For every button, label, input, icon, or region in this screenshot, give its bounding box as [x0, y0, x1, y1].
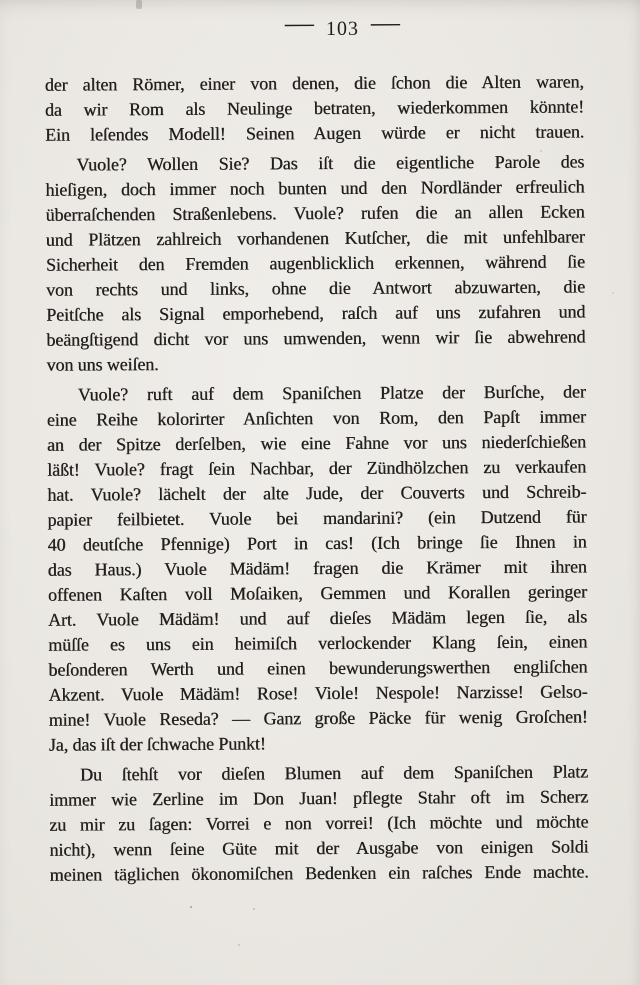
text-line: läßt! Vuole? fragt ſein Nachbar, der Zündhölzchen zu verkaufen — [47, 456, 587, 480]
text-line: papier feilbietet. Vuole bei mandarini? (ein Dutzend für — [47, 506, 587, 530]
text-line: 40 deutſche Pfennige) Port in cas! (Ich bringe ſie Ihnen in — [47, 531, 587, 555]
text-line: nicht), wenn ſeine Güte mit der Ausgabe von einigen Soldi — [49, 836, 589, 860]
paragraph — [47, 379, 588, 757]
paper-speck — [253, 908, 255, 910]
text-line: überraſchenden Straßenlebens. Vuole? rufen die an allen Ecken — [45, 201, 585, 225]
text-line: Vuole? Wollen Sie? Das iſt die eigentliche Parole des — [76, 151, 585, 175]
paragraph — [45, 149, 585, 377]
text-line: von uns weiſen. — [46, 353, 159, 375]
paper-speck — [190, 906, 192, 908]
text-line: mine! Vuole Reseda? — Ganz große Päcke für wenig Groſchen! — [48, 706, 588, 730]
text-line: zu mir zu ſagen: Vorrei e non vorrei! (Ich möchte und möchte — [49, 811, 589, 835]
text-line: Peitſche als Signal emporhebend, raſch auf uns zufahren und — [46, 301, 586, 325]
text-line: müſſe es uns ein heimiſch verlockender Klang ſein, einen — [48, 631, 588, 655]
text-line: der alten Römer, einer von denen, die ſchon die Alten waren, — [44, 71, 584, 95]
text-line: an der Spitze derſelben, wie eine Fahne vor uns niederſchießen — [46, 431, 587, 455]
text-line: hat. Vuole? lächelt der alte Jude, der Couverts und Schreib- — [47, 481, 587, 505]
text-line: von rechts und links, ohne die Antwort abzuwarten, die — [45, 276, 586, 300]
paper-smudge — [136, 0, 142, 9]
text-line: immer wie Zerline im Don Juan! pflegte Stahr oft im Scherz — [49, 786, 589, 810]
paper-speck — [540, 150, 542, 152]
paragraph — [45, 69, 584, 147]
text-line: beſonderen Werth und einen bewunderungswerthen engliſchen — [48, 656, 588, 680]
paper-speck — [612, 292, 614, 294]
text-line: Art. Vuole Mädäm! und auf dieſes Mädäm legen ſie, als — [48, 606, 588, 630]
text-line: eine Reihe kolorirter Anſichten von Rom, den Papſt immer — [46, 406, 586, 430]
text-line: Ja, das iſt der ſchwache Punkt! — [48, 733, 266, 755]
text-line: und Plätzen zahlreich vorhandenen Kutſcher, die mit unfehlbarer — [45, 226, 585, 250]
text-line: beängſtigend dicht vor uns umwenden, wenn wir ſie abwehrend — [46, 326, 586, 350]
text-block — [45, 69, 589, 892]
text-line: hieſigen, doch immer noch bunten und den Nordländer erfreulich — [45, 176, 585, 200]
text-line: Ein leſendes Modell! Seinen Augen würde er nicht trauen. — [45, 121, 585, 145]
paper-speck — [238, 944, 240, 946]
text-line: Akzent. Vuole Mädäm! Rose! Viole! Nespole! Narzisse! Gelso- — [48, 681, 588, 705]
text-line: offenen Kaſten voll Moſaiken, Gemmen und Korallen geringer — [47, 581, 587, 605]
paragraph — [49, 759, 589, 887]
text-line: da wir Rom als Neulinge betraten, wiederkommen könnte! — [44, 96, 585, 120]
text-line: Sicherheit den Fremden augenblicklich erkennen, während ſie — [45, 251, 585, 275]
page-number: 103 — [325, 17, 360, 40]
text-line: Du ſtehſt vor dieſen Blumen auf dem Spaniſchen Platz — [79, 761, 589, 785]
page-header — [72, 6, 612, 42]
text-line: das Haus.) Vuole Mädäm! fragen die Krämer mit ihren — [47, 556, 587, 580]
text-line: meinen täglichen ökonomiſchen Bedenken ein raſches Ende machte. — [49, 861, 589, 885]
text-line: Vuole? ruft auf dem Spaniſchen Platze der Burſche, der — [77, 381, 586, 405]
